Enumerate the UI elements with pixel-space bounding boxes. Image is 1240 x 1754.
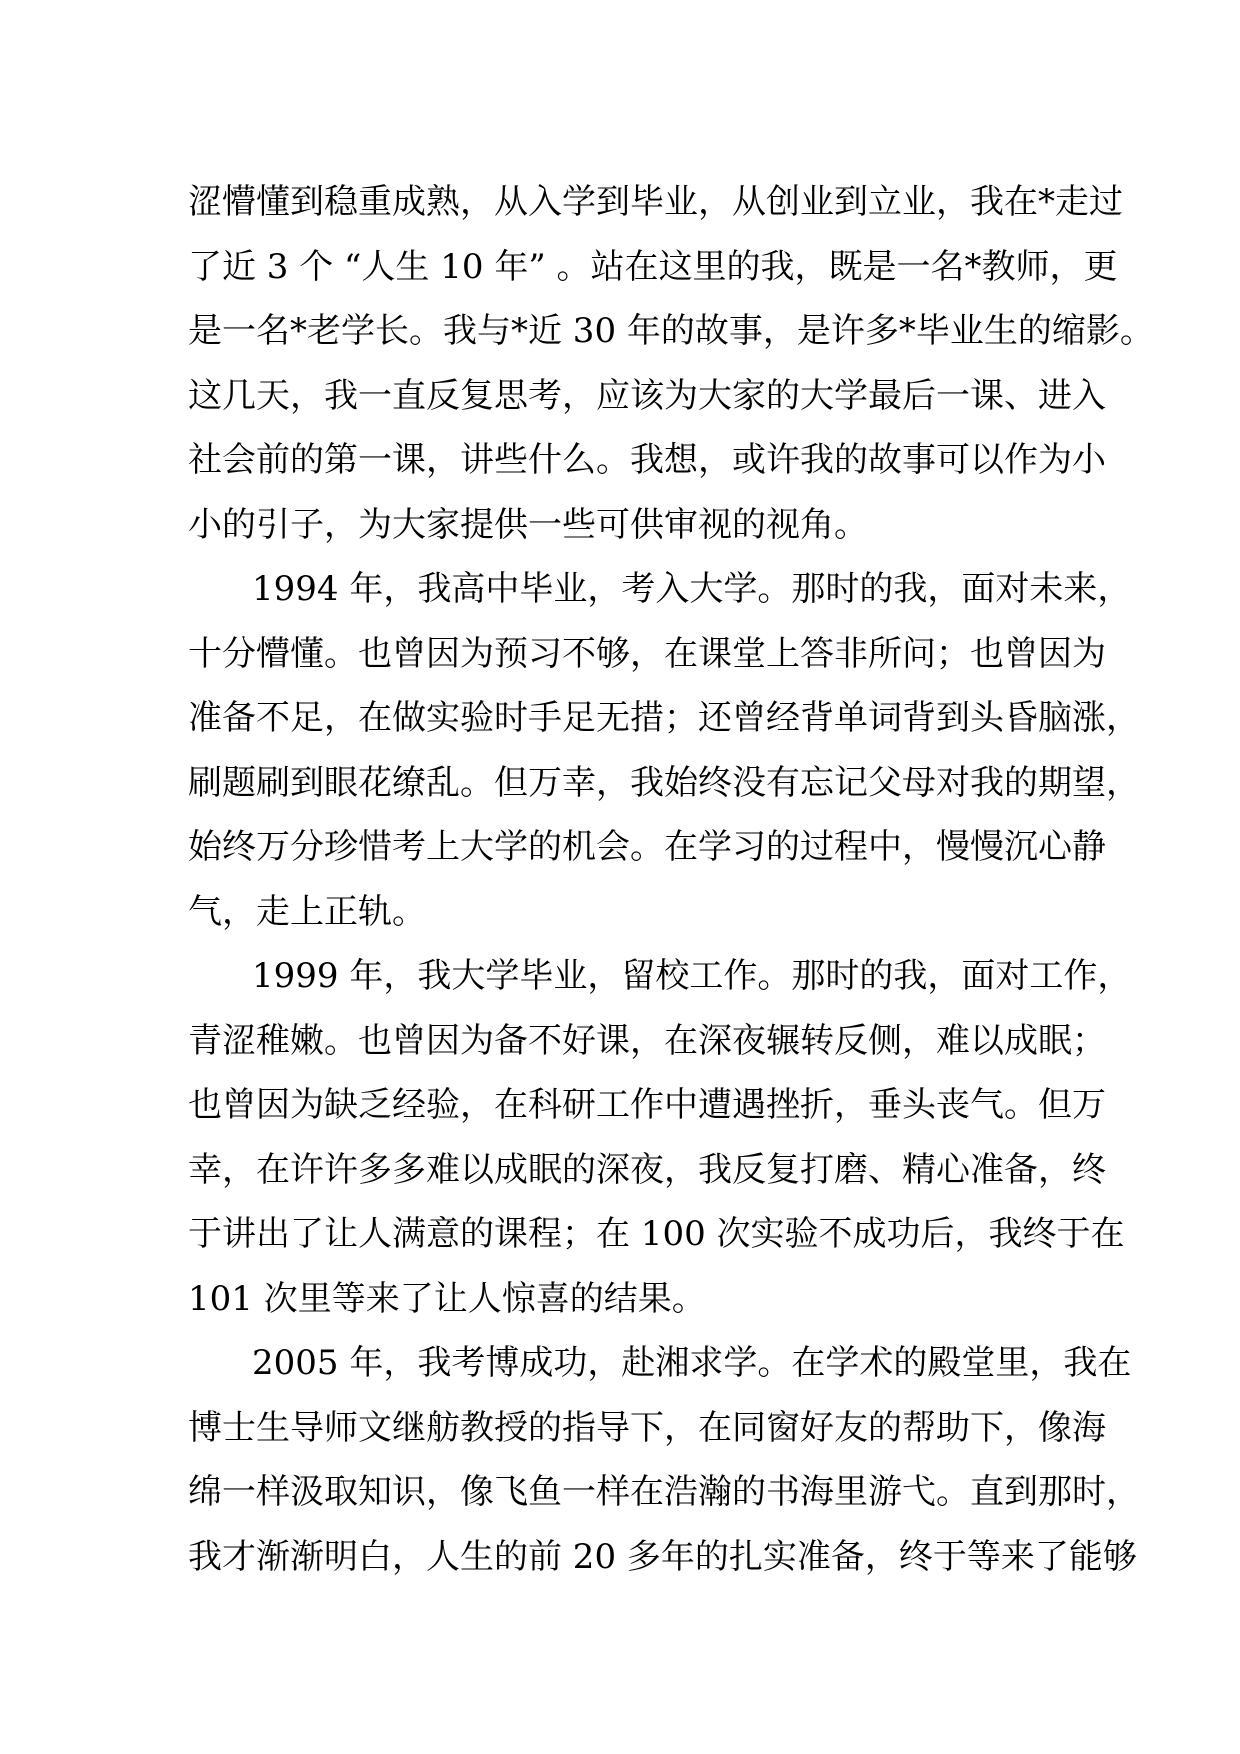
- text-line: 准备不足，在做实验时手足无措；还曾经背单词背到头昏脑涨，: [188, 698, 1140, 738]
- text-line: 社会前的第一课，讲些什么。我想，或许我的故事可以作为小: [188, 440, 1106, 480]
- paragraph-1999: [188, 944, 1132, 1331]
- text-line: 十分懵懂。也曾因为预习不够，在课堂上答非所问；也曾因为: [188, 633, 1106, 674]
- text-line: 幸，在许许多多难以成眠的深夜，我反复打磨、精心准备，终: [188, 1149, 1106, 1190]
- paragraph-1994: [188, 557, 1140, 944]
- text-line: 绵一样汲取知识，像飞鱼一样在浩瀚的书海里游弋。直到那时，: [188, 1472, 1140, 1512]
- text-line: 了近 3 个 “人生 10 年” 。站在这里的我，既是一名*教师，更: [188, 246, 1118, 287]
- text-line: 101 次里等来了让人惊喜的结果。: [188, 1278, 706, 1319]
- body-text: [188, 170, 1154, 1589]
- text-line: 始终万分珍惜考上大学的机会。在学习的过程中，慢慢沉心静: [188, 827, 1106, 867]
- paragraph-2005: [188, 1331, 1140, 1589]
- paragraph-intro: [188, 170, 1154, 557]
- text-line: 1999 年，我大学毕业，留校工作。那时的我，面对工作，: [252, 956, 1132, 996]
- text-line: 我才渐渐明白，人生的前 20 多年的扎实准备，终于等来了能够: [188, 1536, 1137, 1577]
- text-line: 博士生导师文继舫教授的指导下，在同窗好友的帮助下，像海: [188, 1407, 1106, 1448]
- text-line: 于讲出了让人满意的课程；在 100 次实验不成功后，我终于在: [188, 1214, 1125, 1254]
- text-line: 是一名*老学长。我与*近 30 年的故事，是许多*毕业生的缩影。: [188, 311, 1154, 351]
- text-line: 刷题刷到眼花缭乱。但万幸，我始终没有忘记父母对我的期望，: [188, 762, 1140, 803]
- text-line: 小的引子，为大家提供一些可供审视的视角。: [188, 504, 868, 545]
- text-line: 气，走上正轨。: [188, 891, 426, 932]
- text-line: 也曾因为缺乏经验，在科研工作中遭遇挫折，垂头丧气。但万: [188, 1085, 1106, 1125]
- text-line: 涩懵懂到稳重成熟，从入学到毕业，从创业到立业，我在*走过: [188, 182, 1123, 222]
- text-line: 青涩稚嫩。也曾因为备不好课，在深夜辗转反侧，难以成眠；: [188, 1020, 1106, 1061]
- text-line: 这几天，我一直反复思考，应该为大家的大学最后一课、进入: [188, 375, 1106, 416]
- text-line: 1994 年，我高中毕业，考入大学。那时的我，面对未来，: [252, 569, 1132, 609]
- text-line: 2005 年，我考博成功，赴湘求学。在学术的殿堂里，我在: [252, 1343, 1132, 1383]
